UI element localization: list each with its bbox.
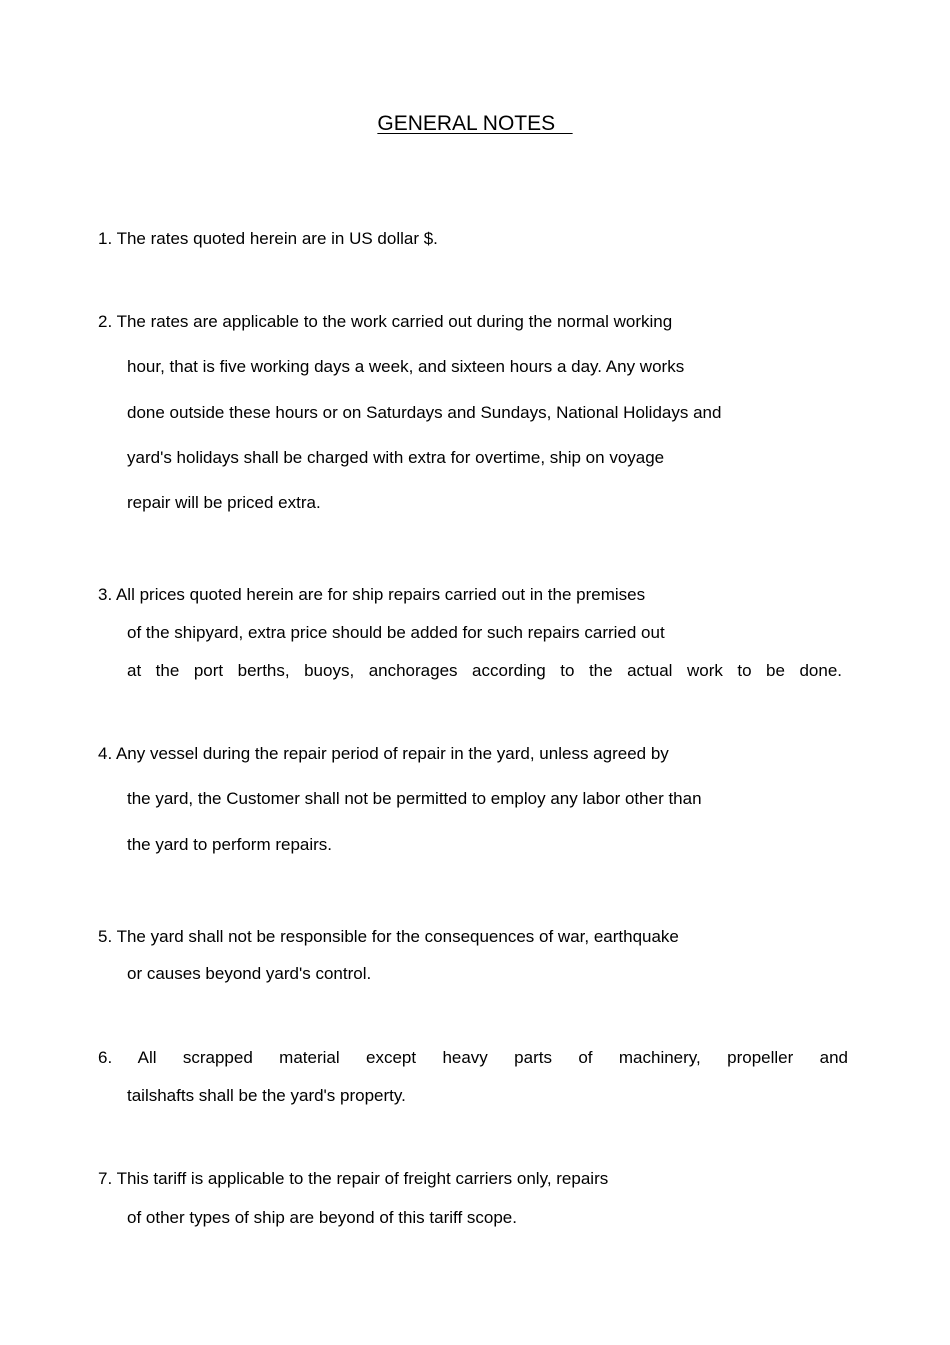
note-1-line-1: 1. The rates quoted herein are in US dollar $. (98, 229, 438, 248)
note-5-line-2: or causes beyond yard's control. (127, 964, 372, 983)
page-title (0, 111, 950, 137)
note-5-line-1: 5. The yard shall not be responsible for the consequences of war, earthquake (98, 927, 679, 946)
note-2-line-5: repair will be priced extra. (127, 493, 321, 512)
note-7-line-2: of other types of ship are beyond of this tariff scope. (127, 1208, 517, 1227)
note-4-line-2: the yard, the Customer shall not be permitted to employ any labor other than (127, 789, 702, 808)
page-title-text: GENERAL NOTES (377, 112, 573, 135)
note-3-line-3: at the port berths, buoys, anchorages according to the actual work to be done. (127, 661, 842, 680)
note-4-line-1: 4. Any vessel during the repair period of repair in the yard, unless agreed by (98, 744, 669, 763)
note-2-line-2: hour, that is five working days a week, and sixteen hours a day. Any works (127, 357, 685, 376)
note-3-line-2: of the shipyard, extra price should be added for such repairs carried out (127, 623, 665, 642)
note-7-line-1: 7. This tariff is applicable to the repair of freight carriers only, repairs (98, 1169, 609, 1188)
note-6-line-2: tailshafts shall be the yard's property. (127, 1086, 406, 1105)
note-2-line-4: yard's holidays shall be charged with extra for overtime, ship on voyage (127, 448, 665, 467)
note-2-line-1: 2. The rates are applicable to the work carried out during the normal working (98, 312, 673, 331)
note-3-line-1: 3. All prices quoted herein are for ship repairs carried out in the premises (98, 585, 646, 604)
note-4-line-3: the yard to perform repairs. (127, 835, 333, 854)
note-6-line-1: 6. All scrapped material except heavy parts of machinery, propeller and (98, 1048, 848, 1067)
note-2-line-3: done outside these hours or on Saturdays and Sundays, National Holidays and (127, 403, 722, 422)
